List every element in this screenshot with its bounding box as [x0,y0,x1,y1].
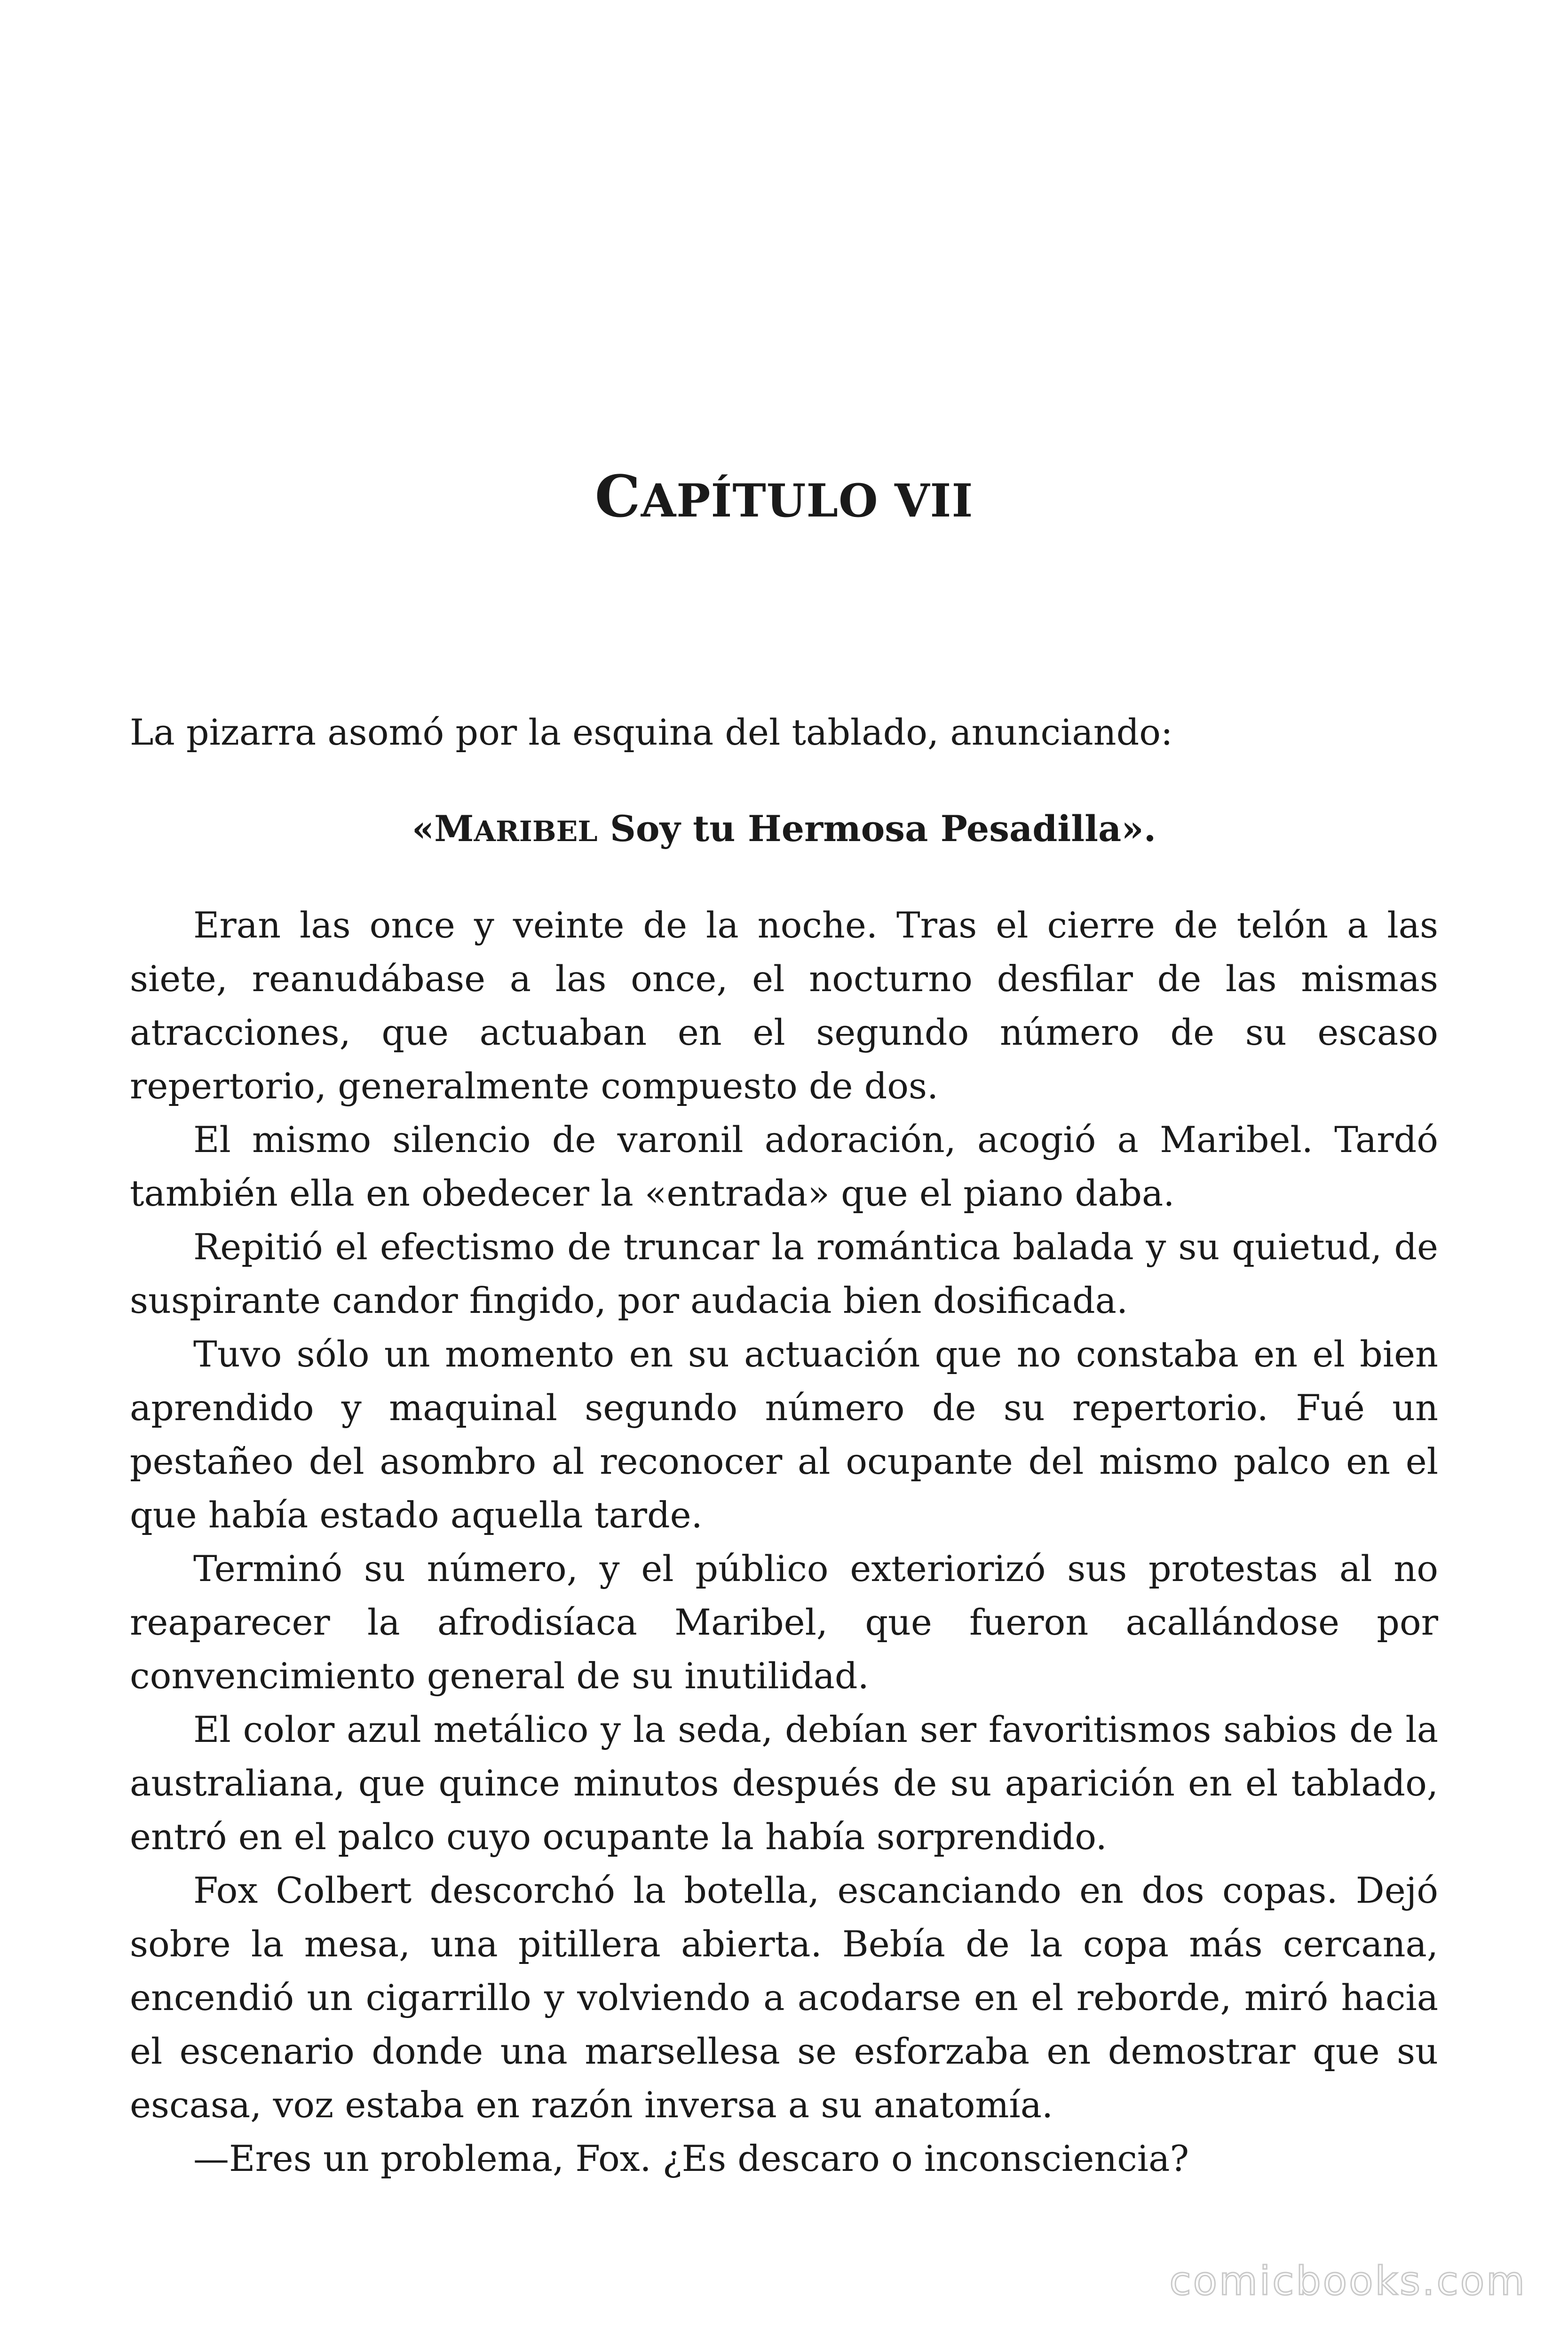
announcement-open: «M [412,808,474,850]
paragraph: Eran las once y veinte de la noche. Tras el cierre de telón a las siete, reanudábase a las once, el nocturno desfilar de las mismas atracciones, que actuaban en el segundo número de su escaso repertorio, generalmente compuesto de dos. [130,904,1438,1107]
paragraph: Tuvo sólo un momento en su actuación que no constaba en el bien aprendido y maquinal segundo número de su repertorio. Fué un pestañeo del asombro al reconocer al ocupante del mismo palco en el que había estado aquella tarde. [130,1333,1438,1536]
announcement-rest: Soy tu Hermosa Pesadilla». [597,808,1156,850]
paragraph: Terminó su número, y el público exteriorizó sus protestas al no reaparecer la afrodisíaca Maribel, que fueron acallándose por convencimiento general de su inutilidad. [130,1548,1438,1697]
show-announcement [0,802,1568,858]
chapter-title-rest: APÍTULO VII [641,474,974,527]
paragraph: Fox Colbert descorchó la botella, escanciando en dos copas. Dejó sobre la mesa, una pitillera abierta. Bebía de la copa más cercana, encendió un cigarrillo y volviendo a acodarse en el reborde, miró hacia el escenario donde una marsellesa se esforzaba en demostrar que su escasa, voz estaba en razón inversa a su anatomía. [130,1869,1438,2126]
chapter-title-initial: C [594,462,641,530]
body-text [130,898,1438,2185]
watermark: comicbooks.com [1169,2258,1527,2304]
paragraph: El mismo silencio de varonil adoración, acogió a Maribel. Tardó también ella en obedecer la «entrada» que el piano daba. [130,1119,1438,1214]
paragraph: —Eres un problema, Fox. ¿Es descaro o inconsciencia? [193,2137,1189,2179]
paragraph: El color azul metálico y la seda, debían ser favoritismos sabios de la australiana, que quince minutos después de su aparición en el tablado, entró en el palco cuyo ocupante la había sorprendido. [130,1708,1438,1858]
announcement-name: ARIBEL [474,815,598,848]
intro-line: La pizarra asomó por la esquina del tablado, anunciando: [130,711,1173,753]
chapter-title [0,463,1568,534]
paragraph: Repitió el efectismo de truncar la romántica balada y su quietud, de suspirante candor fingido, por audacia bien dosificada. [130,1226,1438,1321]
